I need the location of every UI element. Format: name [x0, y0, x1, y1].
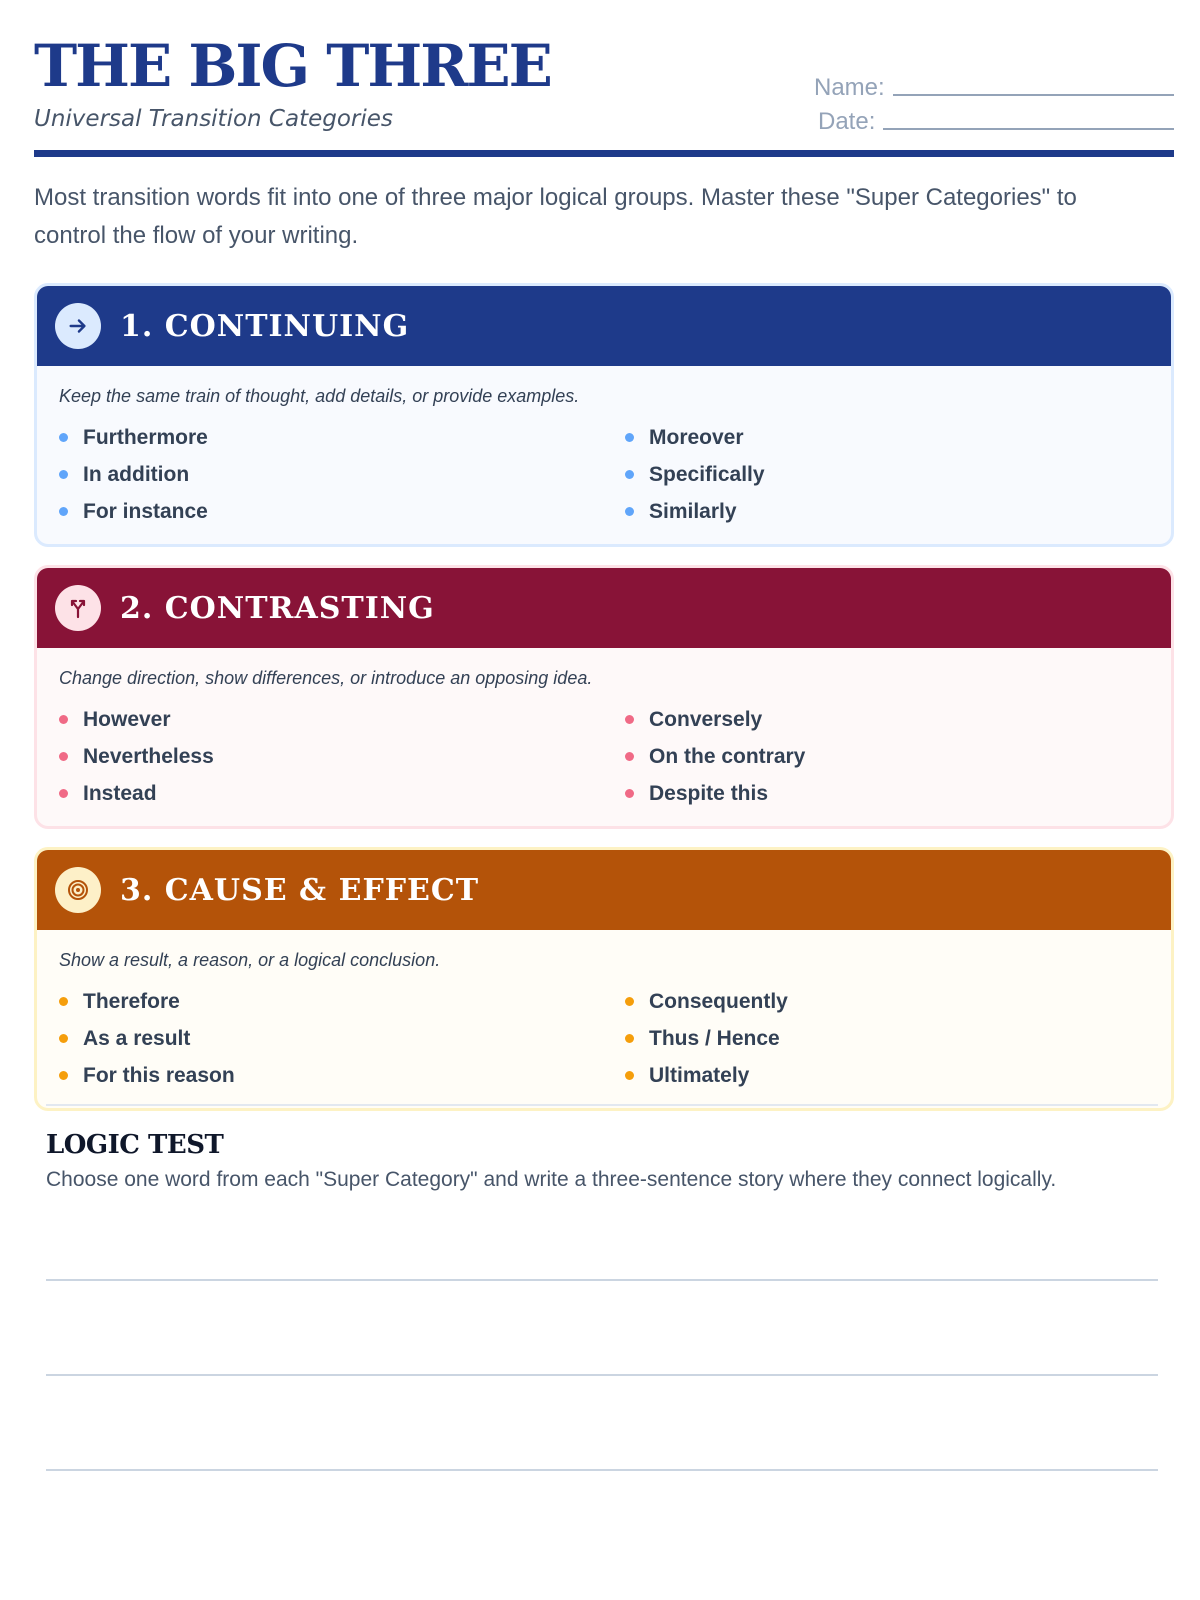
word: Therefore [83, 989, 180, 1013]
word: For this reason [83, 1063, 235, 1087]
page-title: THE BIG THREE [34, 32, 551, 100]
bullet [59, 507, 68, 516]
word: Instead [83, 781, 157, 805]
category-body [37, 648, 1171, 826]
list-item [59, 983, 625, 1020]
category-card-cause-effect [34, 847, 1174, 1111]
word: Conversely [649, 707, 763, 731]
logic-test-instructions: Choose one word from each "Super Category" and write a three-sentence story where they connect logically. [46, 1168, 1057, 1191]
bullet [625, 470, 634, 479]
list-item [59, 701, 625, 738]
word-list [59, 701, 1149, 812]
word: In addition [83, 462, 190, 486]
writing-line[interactable] [46, 1469, 1158, 1471]
category-title: 1. CONTINUING [120, 308, 410, 344]
date-label: Date: [818, 108, 876, 135]
word: Moreover [649, 425, 744, 449]
split-arrows-icon [55, 585, 101, 631]
category-description: Show a result, a reason, or a logical conclusion. [59, 950, 441, 970]
category-card-continuing [34, 283, 1174, 547]
list-item [59, 1057, 625, 1094]
word-list [59, 419, 1149, 530]
word: Nevertheless [83, 744, 214, 768]
word: Ultimately [649, 1063, 750, 1087]
arrow-right-icon [55, 303, 101, 349]
bullet [625, 1034, 634, 1043]
bullet [59, 1034, 68, 1043]
category-body [37, 366, 1171, 544]
logic-test-title: LOGIC TEST [46, 1130, 224, 1160]
date-field[interactable] [883, 110, 1174, 130]
date-line [814, 102, 1174, 136]
writing-line[interactable] [46, 1374, 1158, 1376]
word: Specifically [649, 462, 765, 486]
section-divider [46, 1104, 1158, 1106]
name-field[interactable] [893, 76, 1174, 96]
bullet [59, 715, 68, 724]
category-title: 2. CONTRASTING [120, 590, 435, 626]
category-description: Keep the same train of thought, add details, or provide examples. [59, 386, 580, 406]
logic-test-section [46, 1104, 1158, 1192]
list-item [59, 493, 625, 530]
word: However [83, 707, 171, 731]
category-body [37, 930, 1171, 1108]
list-item [625, 419, 1125, 456]
word: Thus / Hence [649, 1026, 780, 1050]
category-card-contrasting [34, 565, 1174, 829]
list-item [625, 738, 1125, 775]
bullet [625, 752, 634, 761]
list-item [59, 775, 625, 812]
word: Despite this [649, 781, 769, 805]
page-subtitle: Universal Transition Categories [34, 106, 393, 132]
header-divider [34, 150, 1174, 157]
list-item [625, 493, 1125, 530]
category-header [37, 286, 1171, 366]
list-item [59, 1020, 625, 1057]
bullet [59, 470, 68, 479]
list-item [625, 1020, 1125, 1057]
list-item [59, 419, 625, 456]
bullet [59, 1071, 68, 1080]
bullet [59, 433, 68, 442]
list-item [625, 775, 1125, 812]
category-header [37, 850, 1171, 930]
bullet [625, 997, 634, 1006]
writing-line[interactable] [46, 1279, 1158, 1281]
list-item [59, 456, 625, 493]
word: Consequently [649, 989, 788, 1013]
list-item [625, 983, 1125, 1020]
intro-text: Most transition words fit into one of three major logical groups. Master these "Super Categories" to control the flow of your writing. [34, 184, 1077, 249]
word: Similarly [649, 499, 737, 523]
bullet [59, 789, 68, 798]
bullet [625, 789, 634, 798]
worksheet-header [34, 34, 1174, 150]
list-item [59, 738, 625, 775]
list-item [625, 456, 1125, 493]
word: For instance [83, 499, 208, 523]
bullet [625, 507, 634, 516]
bullet [625, 715, 634, 724]
word: Furthermore [83, 425, 208, 449]
worksheet-page [34, 32, 1174, 1191]
word: As a result [83, 1026, 191, 1050]
bullet [625, 1071, 634, 1080]
target-icon [55, 867, 101, 913]
category-description: Change direction, show differences, or introduce an opposing idea. [59, 668, 593, 688]
name-label: Name: [814, 74, 885, 101]
word: On the contrary [649, 744, 806, 768]
list-item [625, 701, 1125, 738]
bullet [625, 433, 634, 442]
category-header [37, 568, 1171, 648]
word-list [59, 983, 1149, 1094]
bullet [59, 752, 68, 761]
category-title: 3. CAUSE & EFFECT [120, 872, 480, 908]
name-date-box [814, 68, 1174, 136]
list-item [625, 1057, 1125, 1094]
bullet [59, 997, 68, 1006]
name-line [814, 68, 1174, 102]
